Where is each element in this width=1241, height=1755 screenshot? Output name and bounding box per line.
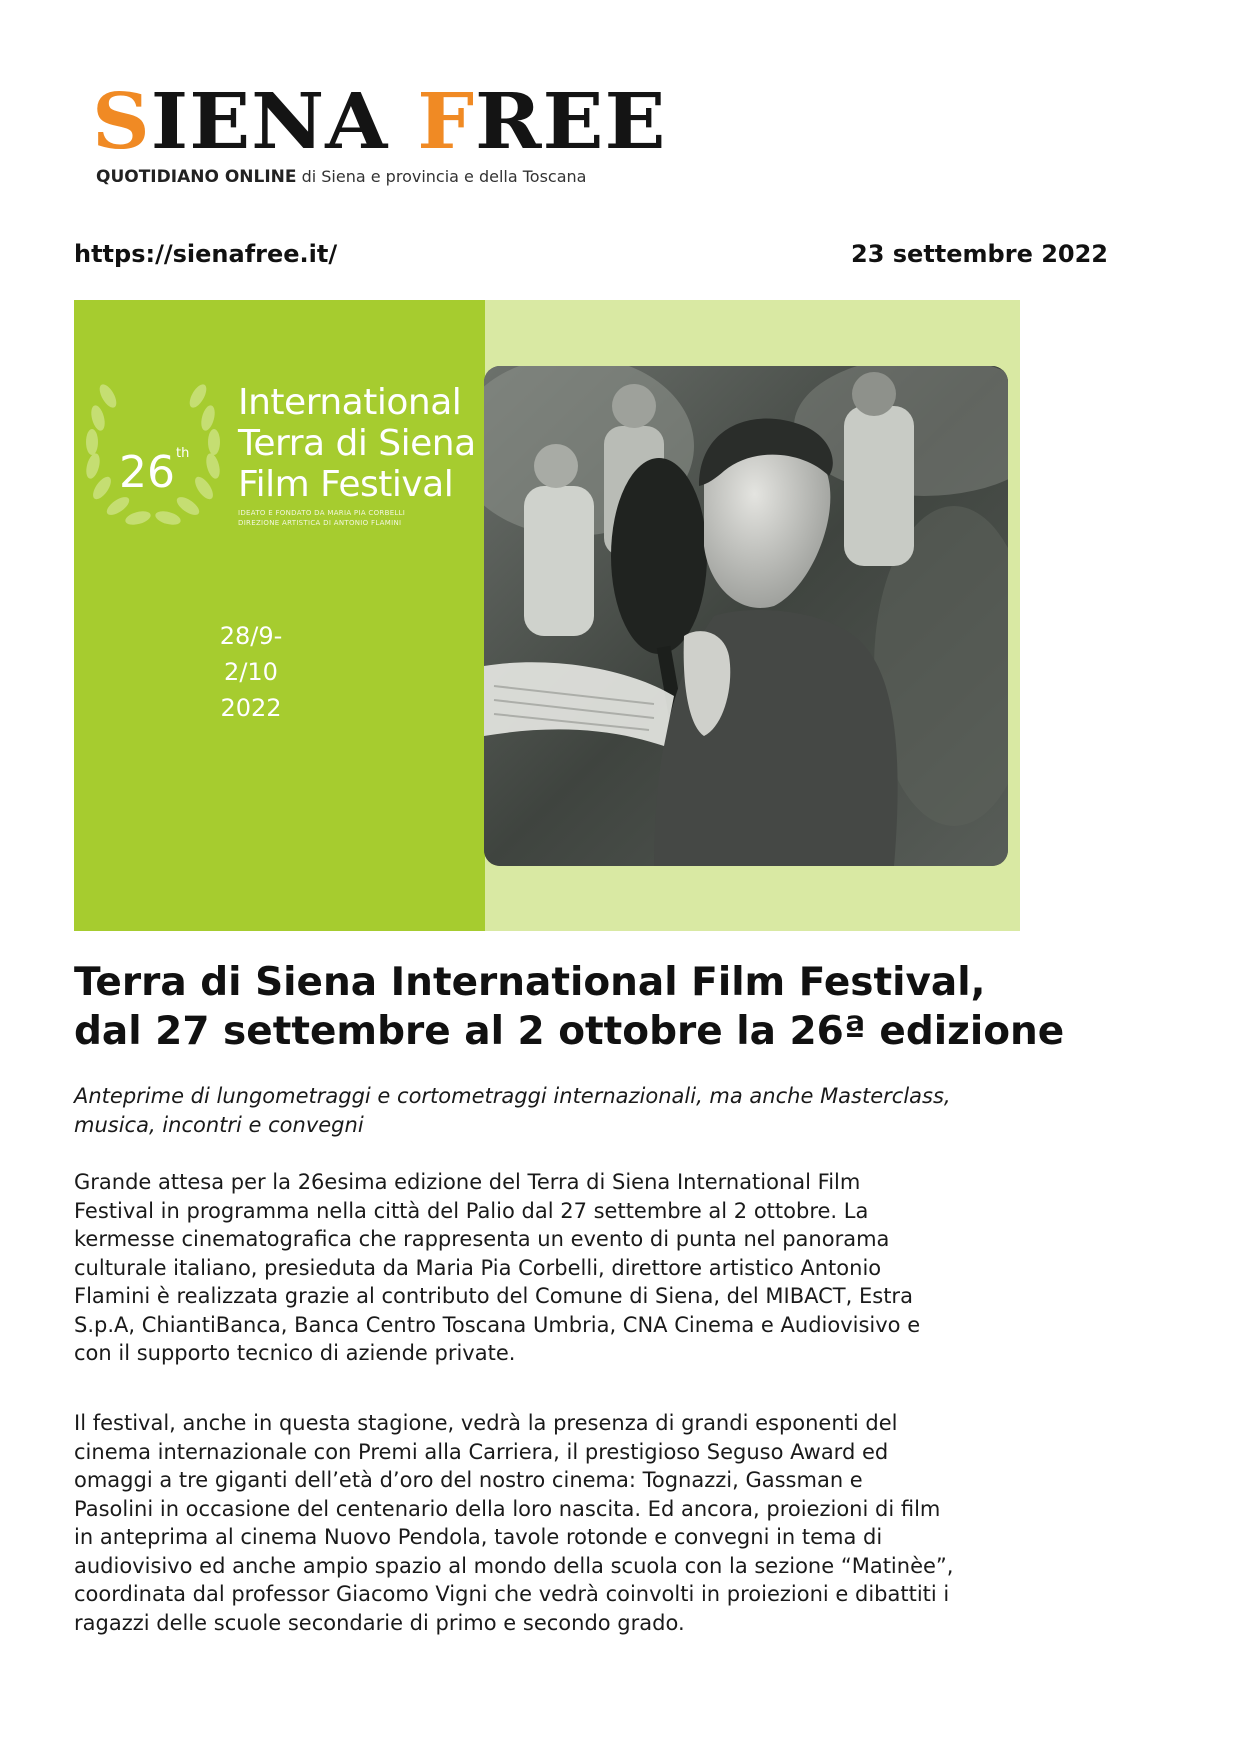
article-subheadline-line: musica, incontri e convegni [74,1113,364,1137]
masthead-logo [92,76,667,195]
festival-name-line: Terra di Siena [238,423,476,464]
logo-tagline-strong: QUOTIDIANO ONLINE [96,167,297,187]
paragraph-line: con il supporto tecnico di aziende private. [74,1341,516,1365]
source-url[interactable]: https://sienafree.it/ [74,240,338,268]
festival-credit-line: IDEATO E FONDATO DA MARIA PIA CORBELLI [238,509,406,517]
paragraph-line: coordinata dal professor Giacomo Vigni che vedrà coinvolti in proiezioni e dibattiti i [74,1582,950,1606]
logo-letter-s: S [92,76,151,167]
paragraph-line: culturale italiano, presieduta da Maria Pia Corbelli, direttore artistico Antonio [74,1255,882,1280]
paragraph-line: audiovisivo ed anche ampio spazio al mondo della scuola con la sezione “Matinèe”, [74,1553,954,1578]
article-headline-line: dal 27 settembre al 2 ottobre la 26ª edizione [74,1009,1065,1054]
paragraph-line: Flamini è realizzata grazie al contributo del Comune di Siena, del MIBACT, Estra [74,1284,913,1308]
logo-text-ree: REE [475,76,667,167]
festival-dates-year: 2022 [220,694,282,722]
paragraph-line: cinema internazionale con Premi alla Carriera, il prestigioso Seguso Award ed [74,1439,889,1464]
paragraph-line: kermesse cinematografica che rappresenta un evento di punta nel panorama [74,1227,890,1251]
paragraph-line: Il festival, anche in questa stagione, vedrà la presenza di grandi esponenti del [74,1411,898,1435]
paragraph-line: ragazzi delle scuole secondarie di primo e secondo grado. [74,1610,685,1635]
article-paragraph-1 [74,1168,1184,1368]
paragraph-line: omaggi a tre giganti dell’età d’oro del nostro cinema: Tognazzi, Gassman e [74,1468,863,1492]
logo-title [92,76,667,167]
paragraph-line: Pasolini in occasione del centenario della loro nascita. Ed ancora, proiezioni di film [74,1496,941,1521]
paragraph-line: in anteprima al cinema Nuovo Pendola, tavole rotonde e convegni in tema di [74,1525,883,1549]
logo-text-iena: IENA [150,76,418,167]
article-paragraph-2 [74,1409,1184,1637]
festival-name-line: International [238,382,462,423]
festival-credits [238,508,405,528]
festival-name-line: Film Festival [238,464,454,505]
article-headline-line: Terra di Siena International Film Festival, [74,960,986,1005]
festival-credit-line: DIREZIONE ARTISTICA DI ANTONIO FLAMINI [238,519,402,527]
black-and-white-photo [484,366,1008,866]
edition-number-value: 26 [119,447,175,498]
logo-letter-f: F [417,76,476,167]
paragraph-line: Grande attesa per la 26esima edizione del Terra di Siena International Film [74,1170,861,1194]
article-subheadline-line: Anteprime di lungometraggi e cortometraggi internazionali, ma anche Masterclass, [74,1084,951,1108]
festival-dates-range: 28/9-2/10 [219,622,283,686]
festival-name [238,382,476,505]
woman-with-mirror-photo [484,366,1008,866]
edition-suffix: th [176,446,190,461]
festival-poster-image [74,300,1020,931]
paragraph-line: S.p.A, ChiantiBanca, Banca Centro Toscana Umbria, CNA Cinema e Audiovisivo e [74,1312,921,1337]
logo-tagline-rest: di Siena e provincia e della Toscana [296,167,587,186]
poster-green-panel [74,300,485,931]
festival-dates [196,618,306,726]
hand-mirror [611,458,707,654]
logo-tagline [96,167,586,187]
paragraph-line: Festival in programma nella città del Palio dal 27 settembre al 2 ottobre. La [74,1198,869,1223]
article-subheadline [74,1082,1174,1140]
publication-date: 23 settembre 2022 [851,240,1108,268]
article-headline [74,958,1174,1056]
edition-number [119,430,189,497]
